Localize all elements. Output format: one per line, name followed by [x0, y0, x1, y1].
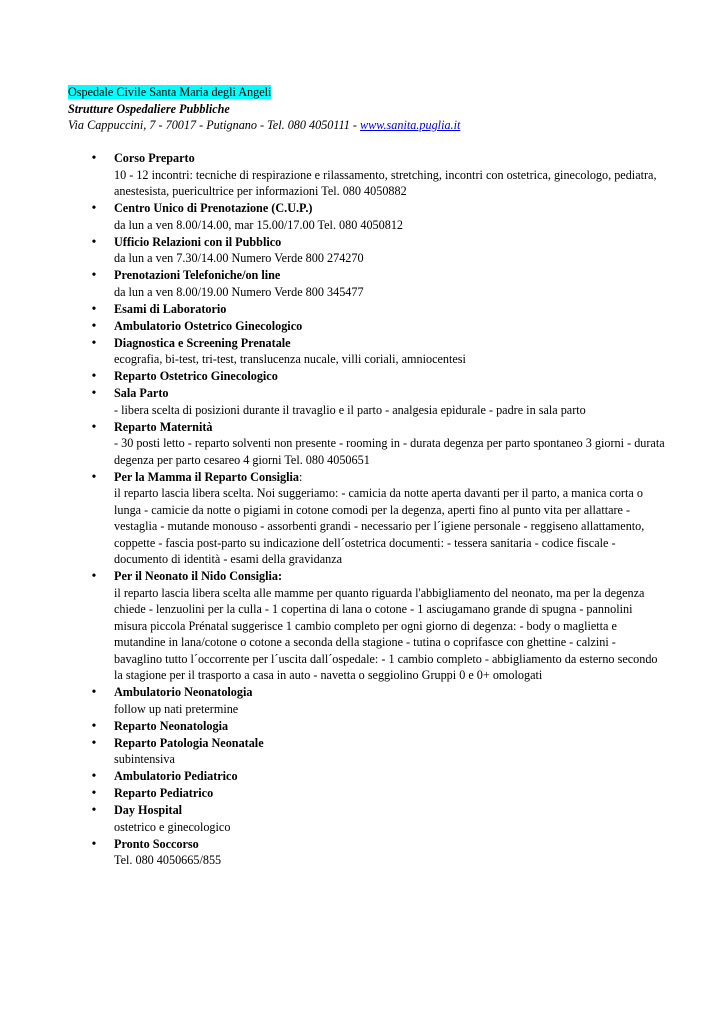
bullet-icon [88, 150, 100, 168]
service-title: Per la Mamma il Reparto Consiglia [114, 469, 299, 484]
service-title: Per il Neonato il Nido Consiglia: [114, 569, 283, 583]
service-title-suffix: : [298, 469, 303, 484]
bullet-icon [88, 335, 100, 353]
list-item [0, 200, 725, 233]
bullet-icon [88, 718, 100, 736]
list-item [0, 568, 725, 684]
service-title: Corso Preparto [114, 151, 195, 165]
service-detail: da lun a ven 8.00/14.00, mar 15.00/17.00 Tel. 080 4050812 [114, 217, 404, 232]
list-item [0, 768, 725, 785]
bullet-icon [88, 267, 100, 285]
bullet-icon [88, 469, 100, 487]
bullet-icon [88, 768, 100, 786]
service-detail: il reparto lascia libera scelta. Noi suggeriamo: - camicia da notte aperta davanti per il parto, a manica corta o lunga - camicie da notte o pigiami in cotone comodi per la degenza, aperti fino al punto vita per allattare - vestaglia - mutande monouso - assorbenti grandi - necessario per l´igiene personale - reggiseno allattamento, coppette - fascia post-parto su indicazione dell´ostetrica documenti: - tessera sanitaria - codice fiscale - documento di identità - esami della gravidanza [114, 486, 645, 566]
list-item [0, 150, 725, 200]
service-detail: il reparto lascia libera scelta alle mamme per quanto riguarda l'abbigliamento del neonato, ma per la degenza chiede - lenzuolini per la culla - 1 copertina di lana o cotone - 1 asciugamano grande di spugna - pannolini misura piccola Prénatal suggerisce 1 cambio completo per ogni giorno di degenza: - body o maglietta e mutandine in lana/cotone o cotone a seconda della stagione - tutina o coprifasce con ghettine - calzini - bavaglino tutto l´occorrente per l´uscita dall´ospedale: - 1 cambio completo - abbigliamento da esterno secondo la stagione per il trasporto a casa in auto - navetta o seggiolino Gruppi 0 e 0+ omologati [114, 585, 658, 682]
service-detail: Tel. 080 4050665/855 [114, 853, 222, 867]
list-item [0, 318, 725, 335]
bullet-icon [88, 802, 100, 820]
service-title: Ambulatorio Pediatrico [114, 769, 238, 783]
service-title: Diagnostica e Screening Prenatale [114, 335, 291, 350]
bullet-icon [88, 385, 100, 403]
bullet-icon [88, 419, 100, 437]
list-item [0, 234, 725, 267]
service-detail: ecografia, bi-test, tri-test, translucenza nucale, villi coriali, amniocentesi [114, 352, 466, 366]
service-title: Reparto Maternità [114, 419, 213, 434]
bullet-icon [88, 200, 100, 218]
bullet-icon [88, 836, 100, 854]
bullet-icon [88, 301, 100, 319]
service-title: Day Hospital [114, 803, 183, 817]
document-header [68, 84, 668, 134]
service-detail: - 30 posti letto - reparto solventi non presente - rooming in - durata degenza per parto spontaneo 3 giorni - durata degenza per parto cesareo 4 giorni Tel. 080 4050651 [114, 436, 665, 467]
list-item [0, 335, 725, 368]
service-detail: subintensiva [114, 752, 175, 766]
service-title: Esami di Laboratorio [114, 301, 227, 316]
bullet-icon [88, 234, 100, 252]
bullet-icon [88, 318, 100, 336]
service-detail: da lun a ven 7.30/14.00 Numero Verde 800 274270 [114, 251, 364, 265]
list-item [0, 301, 725, 318]
list-item [0, 718, 725, 735]
service-detail: - libera scelta di posizioni durante il travaglio e il parto - analgesia epidurale - padre in sala parto [114, 402, 586, 417]
category-label: Strutture Ospedaliere Pubbliche [68, 101, 230, 116]
bullet-icon [88, 368, 100, 386]
list-item [0, 836, 725, 869]
service-title: Pronto Soccorso [114, 836, 199, 851]
service-detail: ostetrico e ginecologico [114, 819, 231, 834]
service-title: Ufficio Relazioni con il Pubblico [114, 234, 282, 249]
service-title: Reparto Pediatrico [114, 786, 214, 800]
service-detail: da lun a ven 8.00/19.00 Numero Verde 800 345477 [114, 284, 364, 299]
bullet-icon [88, 785, 100, 803]
service-title: Centro Unico di Prenotazione (C.U.P.) [114, 201, 313, 215]
service-title: Prenotazioni Telefoniche/on line [114, 268, 281, 282]
hospital-name-line [68, 84, 668, 101]
address-line [68, 117, 668, 134]
list-item [0, 785, 725, 802]
service-title: Reparto Ostetrico Ginecologico [114, 369, 278, 383]
service-title: Reparto Neonatologia [114, 718, 229, 733]
bullet-icon [88, 735, 100, 753]
address-text: Via Cappuccini, 7 - 70017 - Putignano - Tel. 080 4050111 - [68, 118, 361, 132]
service-detail: follow up nati pretermine [114, 701, 239, 716]
list-item [0, 385, 725, 418]
list-item [0, 735, 725, 768]
list-item [0, 469, 725, 568]
list-item [0, 267, 725, 300]
list-item [0, 368, 725, 385]
service-title: Ambulatorio Ostetrico Ginecologico [114, 318, 303, 333]
list-item [0, 802, 725, 835]
website-link[interactable]: www.sanita.puglia.it [360, 118, 461, 132]
service-detail: 10 - 12 incontri: tecniche di respirazione e rilassamento, stretching, incontri con ostetrica, ginecologo, pediatra, anestesista, puericultrice per informazioni Tel. 080 4050882 [114, 167, 657, 198]
service-title: Ambulatorio Neonatologia [114, 685, 253, 699]
services-list [0, 150, 725, 869]
category-line [68, 101, 668, 118]
service-title: Reparto Patologia Neonatale [114, 735, 264, 750]
hospital-name: Ospedale Civile Santa Maria degli Angeli [68, 85, 272, 99]
bullet-icon [88, 684, 100, 702]
list-item [0, 684, 725, 717]
service-title: Sala Parto [114, 386, 169, 400]
list-item [0, 419, 725, 469]
bullet-icon [88, 568, 100, 586]
